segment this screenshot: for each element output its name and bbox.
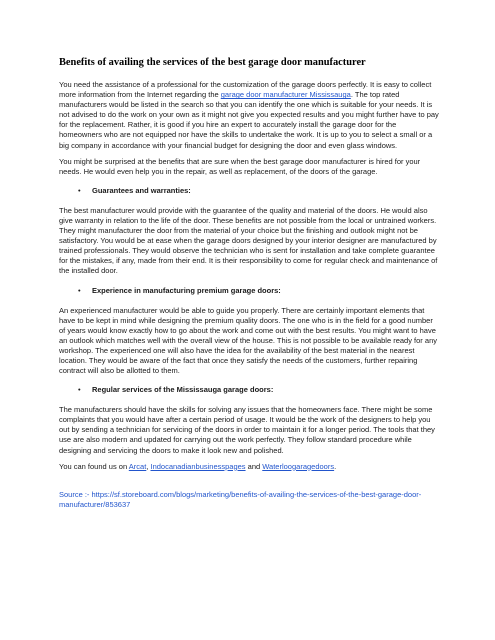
bullet-guarantees — [78, 186, 439, 196]
bullet-services-label: Regular services of the Mississauga garage doors: — [92, 385, 274, 395]
find-us-prefix: You can found us on — [59, 461, 129, 471]
source-link[interactable]: Source :- https://sf.storeboard.com/blogs/marketing/benefits-of-availing-the-services-of-the-best-garage-door-manufacturer/853637 — [59, 489, 422, 509]
waterloo-link[interactable]: Waterloogaragedoors — [262, 461, 335, 471]
find-us-paragraph — [59, 462, 439, 472]
indocanadian-link[interactable]: Indocanadianbusinesspages — [150, 461, 246, 471]
bullet-experience — [78, 286, 439, 296]
document-page — [59, 56, 439, 510]
arcat-link[interactable]: Arcat — [128, 461, 147, 471]
bullet-icon: • — [78, 285, 81, 295]
guarantees-paragraph: The best manufacturer would provide with the guarantee of the quality and material of the doors. He would also give warranty in relation to the life of the door. These benefits are not possible from the local or untrained workers. They might manufacturer the door from the material of your choice but the finishing and outlook might not be satisfactory. You would be at ease when the garage doors designed by your interior designer are manufactured by trained professionals. They would observe the technician who is sent for installation and take complete guarantee for the mistakes, if any, made from their end. It is their responsibility to come for regular check and maintenance of the installed door. — [59, 205, 438, 276]
bullet-guarantees-label: Guarantees and warranties: — [92, 185, 191, 195]
services-paragraph: The manufacturers should have the skills for solving any issues that the homeowners face. There might be some complaints that you would have after a certain period of usage. It would be the work of the designers to help you out by sending a technician for servicing of the doors in order to maintain it for a longer period. The tools that they use are also modern and updated for carrying out the work perfectly. They follow standard procedure while designing and servicing the doors to make it look new and polished. — [59, 405, 435, 455]
article-title: Benefits of availing the services of the best garage door manufacturer — [59, 57, 366, 68]
bullet-services — [78, 385, 439, 395]
intro-text-1: You need the assistance of a professional for the customization of the garage doors perfectly. It is easy to collect more information from the Internet regarding the — [59, 80, 432, 100]
find-us-separator: , — [146, 461, 151, 471]
bullet-experience-label: Experience in manufacturing premium garage doors: — [92, 285, 281, 295]
garage-door-manufacturer-link[interactable]: garage door manufacturer Mississauga — [220, 90, 351, 100]
bullet-icon: • — [78, 185, 81, 195]
bullet-icon: • — [78, 385, 81, 395]
find-us-suffix: . — [334, 461, 337, 471]
find-us-separator: and — [245, 461, 263, 471]
intro-text-2: . The top rated manufacturers would be listed in the search so that you can identify the one which is suitable for your needs. It is not advised to do the work on your own as it might not give you expected results and you might further have to pay for the replacement. Rather, it is good if you hire an expert to accurately install the garage door for the homeowners who are not equipped nor have the skills to undertake the work. It is up to you to select a small or a big company in accordance with your financial budget for designing the door and even glass windows. — [59, 90, 439, 150]
experience-paragraph: An experienced manufacturer would be able to guide you properly. There are certainly important elements that have to be kept in mind while designing the premium quality doors. The one who is in the field for a good number of years would know exactly how to go about the work and come out with the best results. You might want to have an outlook which matches well with the overall view of the house. This is not possible to be available ready for any workshop. The experienced one will also have the idea for the availability of the best material in the nearest location. They would be aware of the fact that once they satisfy the needs of the customers, further repairing contract will also be allotted to them. — [59, 305, 437, 376]
benefits-paragraph: You might be surprised at the benefits that are sure when the best garage door manufacturer is hired for your needs. He would even help you in the repair, as well as replacement, of the doors of the garage. — [59, 156, 421, 176]
intro-paragraph — [59, 80, 439, 151]
